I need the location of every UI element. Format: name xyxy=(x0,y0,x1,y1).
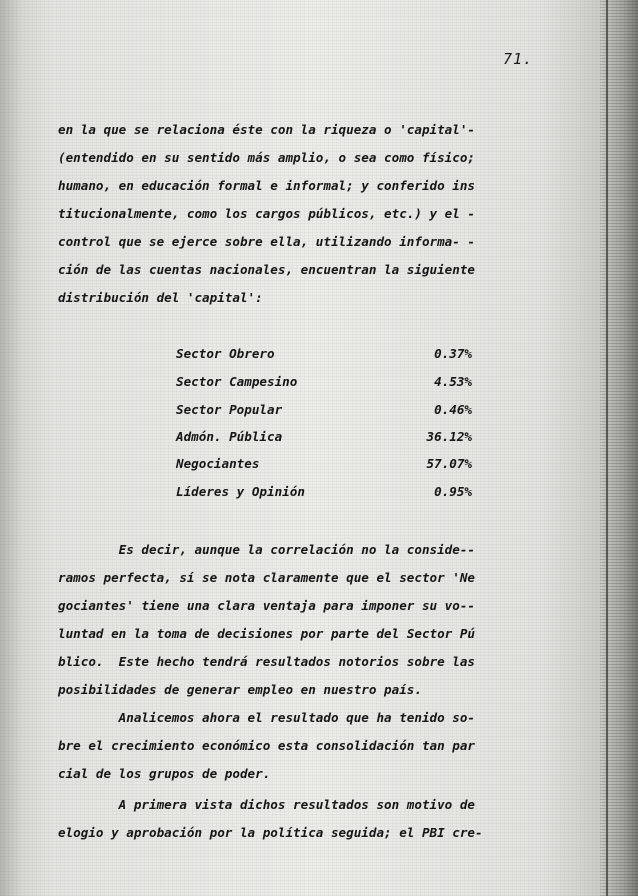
body-line: gociantes' tiene una clara ventaja para imponer su vo-- xyxy=(58,598,476,613)
row-value: 4.53% xyxy=(434,374,472,389)
row-value: 36.12% xyxy=(426,429,472,444)
body-line: cial de los grupos de poder. xyxy=(58,766,271,781)
body-line: blico. Este hecho tendrá resultados notorios sobre las xyxy=(58,654,476,669)
page-number: 71. xyxy=(503,50,534,68)
body-line: ramos perfecta, sí se nota claramente que el sector 'Ne xyxy=(58,570,476,585)
row-value: 57.07% xyxy=(426,456,472,471)
row-value: 0.37% xyxy=(434,346,472,361)
row-value: 0.95% xyxy=(434,484,472,499)
body-line: A primera vista dichos resultados son motivo de xyxy=(58,797,476,812)
intro-line: (entendido en su sentido más amplio, o sea como físico; xyxy=(58,150,476,165)
body-line: bre el crecimiento económico esta consolidación tan par xyxy=(58,738,476,753)
body-line: Es decir, aunque la correlación no la conside-- xyxy=(58,542,476,557)
row-label: Sector Obrero xyxy=(176,346,275,361)
intro-line: humano, en educación formal e informal; y conferido ins xyxy=(58,178,476,193)
intro-line: titucionalmente, como los cargos públicos, etc.) y el - xyxy=(58,206,476,221)
body-line: elogio y aprobación por la política seguida; el PBI cre- xyxy=(58,825,483,840)
body-line: Analicemos ahora el resultado que ha tenido so- xyxy=(58,710,476,725)
row-label: Negociantes xyxy=(176,456,260,471)
row-label: Sector Popular xyxy=(176,402,283,417)
row-label: Sector Campesino xyxy=(176,374,298,389)
page-left-shadow xyxy=(0,0,22,896)
row-label: Admón. Pública xyxy=(176,429,283,444)
intro-line: distribución del 'capital': xyxy=(58,290,263,305)
body-line: luntad en la toma de decisiones por parte del Sector Pú xyxy=(58,626,476,641)
body-line: posibilidades de generar empleo en nuestro país. xyxy=(58,682,422,697)
row-label: Líderes y Opinión xyxy=(176,484,305,499)
intro-line: ción de las cuentas nacionales, encuentran la siguiente xyxy=(58,262,476,277)
intro-line: en la que se relaciona éste con la riqueza o 'capital'- xyxy=(58,122,476,137)
page-fold-line xyxy=(606,0,608,896)
intro-line: control que se ejerce sobre ella, utilizando informa- - xyxy=(58,234,476,249)
row-value: 0.46% xyxy=(434,402,472,417)
